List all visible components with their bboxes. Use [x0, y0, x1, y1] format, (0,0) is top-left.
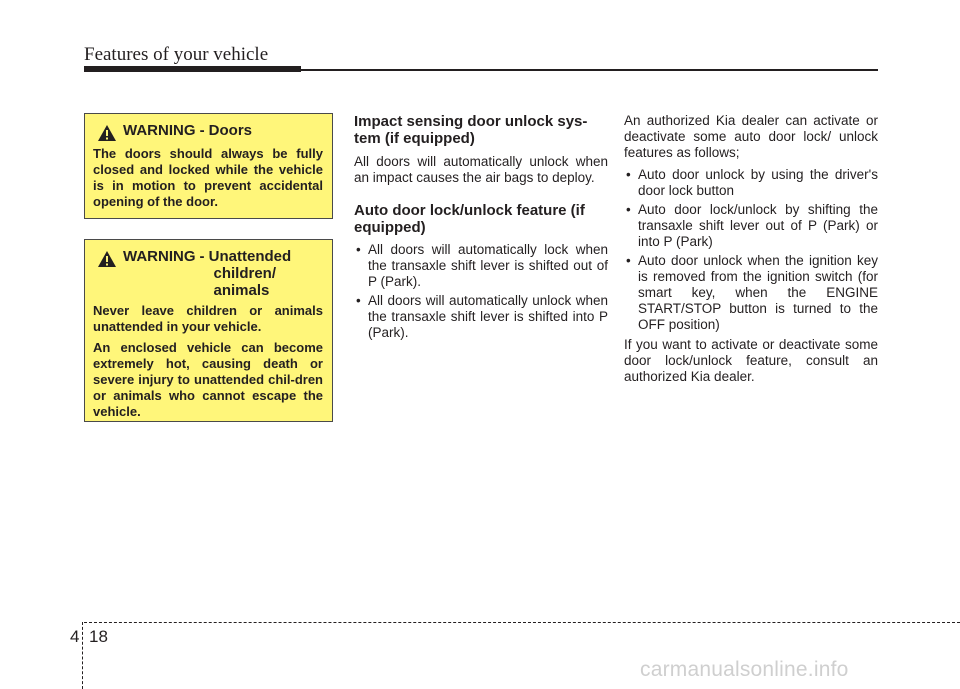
warning-text: Never leave children or animals unattended in your vehicle.	[93, 303, 323, 334]
right-column	[624, 113, 878, 385]
list-item: • Auto door unlock by using the driver's door lock button	[624, 167, 878, 199]
watermark-text: carmanualsonline.info	[640, 658, 849, 681]
section-title-auto-lock: Auto door lock/unlock feature (if equipped)	[354, 202, 585, 236]
warning-box-children	[84, 239, 333, 422]
list-item: • Auto door unlock when the ignition key is removed from the ignition switch (for smart key, when the ENGINE START/STOP button is turned to the OFF position)	[624, 253, 878, 333]
intro-text: An authorized Kia dealer can activate or deactivate some auto door lock/ unlock features as follows;	[624, 113, 878, 160]
warning-text: The doors should always be fully closed and locked while the vehicle is in motion to prevent accidental opening of the door.	[93, 146, 323, 209]
header-rule-thick	[84, 66, 301, 72]
page-header-title: Features of your vehicle	[84, 44, 269, 65]
warning-subject: - Unattended children/ animals	[199, 248, 292, 299]
warning-label: WARNING -	[123, 122, 205, 139]
outro-text: If you want to activate or deactivate some door lock/unlock feature, consult an authorized Kia dealer.	[624, 337, 878, 384]
list-item: • Auto door lock/unlock by shifting the transaxle shift lever out of P (Park) or into P (Park)	[624, 202, 878, 250]
warning-subject: Doors	[208, 122, 253, 139]
list-item: • All doors will automatically lock when the transaxle shift lever is shifted out of P (Park).	[354, 242, 608, 290]
warning-box-doors	[84, 113, 333, 219]
warning-triangle-icon	[97, 124, 117, 142]
bullet-list	[624, 167, 878, 333]
warning-label: WARNING	[123, 248, 196, 265]
warning-heading	[93, 122, 323, 142]
footer-divider	[82, 622, 83, 689]
section-title-impact-unlock: Impact sensing door unlock sys-tem (if equipped)	[354, 113, 588, 147]
warning-triangle-icon	[97, 250, 117, 268]
bullet-list	[354, 242, 608, 341]
section-text: All doors will automatically unlock when an impact causes the air bags to deploy.	[354, 154, 608, 185]
warning-text: An enclosed vehicle can become extremely hot, causing death or severe injury to unattended chil-dren or animals who cannot escape the vehicle.	[93, 340, 323, 419]
page-number: 18	[89, 627, 108, 646]
list-item: • All doors will automatically unlock when the transaxle shift lever is shifted into P (Park).	[354, 293, 608, 341]
footer-rule	[84, 622, 960, 623]
chapter-number: 4	[70, 627, 80, 646]
header-rule-thin	[301, 69, 878, 71]
middle-column	[354, 113, 608, 344]
warning-heading	[93, 248, 323, 299]
